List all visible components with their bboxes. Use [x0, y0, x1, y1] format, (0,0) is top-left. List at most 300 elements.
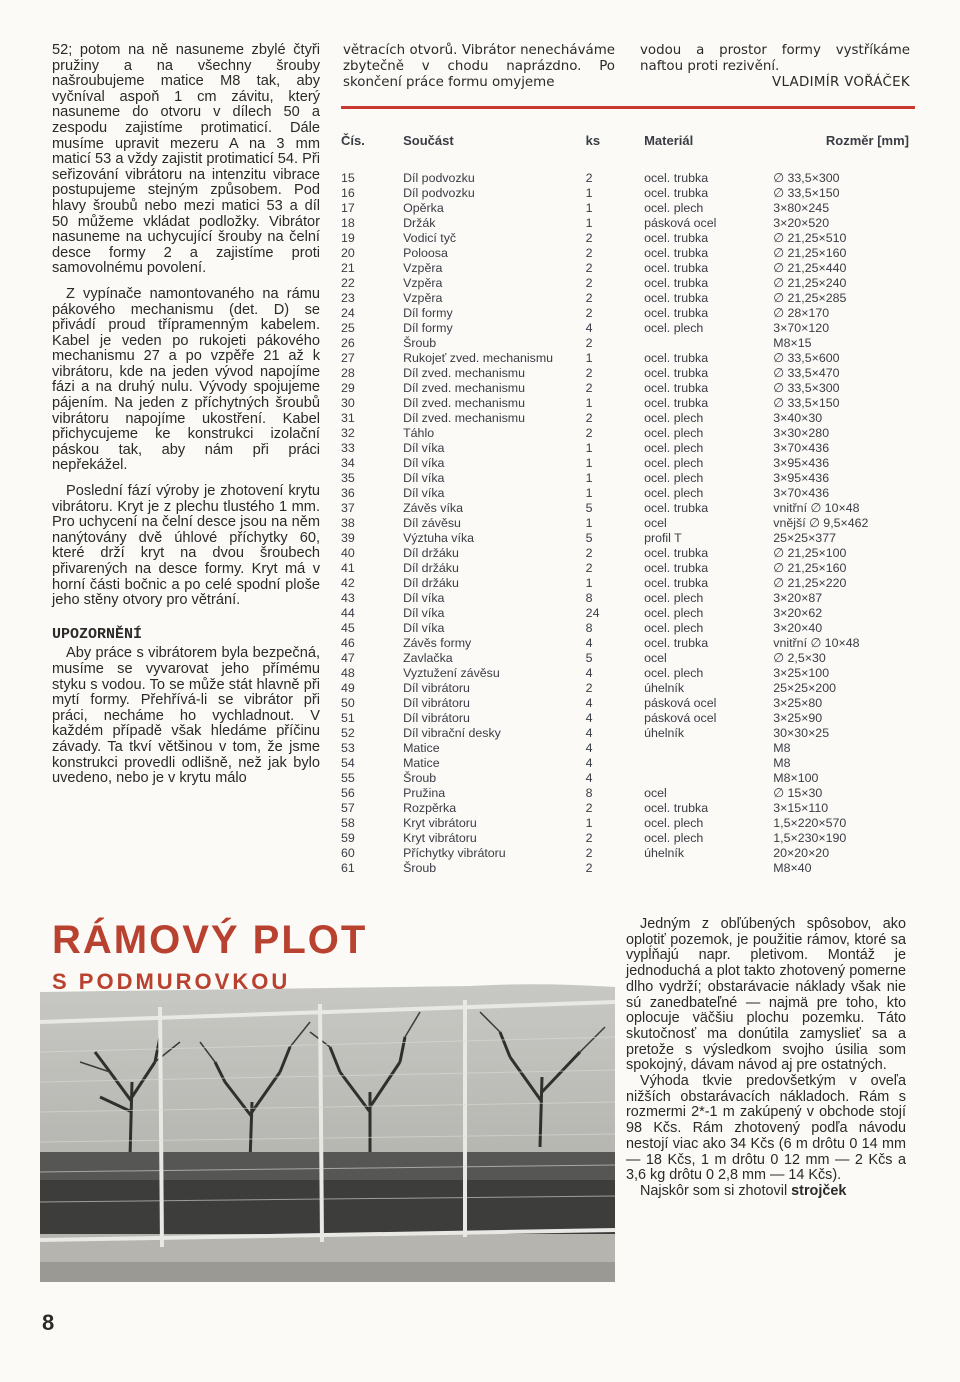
cell-number: 21	[341, 260, 355, 275]
cell-part: Rukojeť zved. mechanismu	[403, 350, 554, 365]
cell-part: Závěs víka	[403, 500, 464, 515]
cell-material	[632, 860, 773, 875]
cell-material: ocel. trubka	[644, 545, 709, 560]
cell-number: 28	[341, 365, 355, 380]
article-column-3-bottom	[626, 917, 906, 1200]
cell-material: úhelník	[644, 845, 685, 860]
cell-dimensions: 3×20×62	[773, 605, 823, 620]
cell-material: ocel. plech	[644, 200, 704, 215]
header-part: Součást	[403, 133, 454, 148]
cell-material: ocel. trubka	[644, 275, 709, 290]
cell-number: 44	[341, 605, 355, 620]
table-row	[341, 770, 915, 785]
cell-material: ocel. trubka	[644, 500, 709, 515]
cell-part: Díl držáku	[403, 545, 459, 560]
cell-material: úhelník	[644, 725, 685, 740]
cell-number: 49	[341, 680, 355, 695]
cell-dimensions: 3×30×280	[773, 425, 830, 440]
cell-dimensions: 3×20×87	[773, 590, 823, 605]
cell-material: ocel. plech	[644, 605, 704, 620]
cell-number: 47	[341, 650, 355, 665]
cell-quantity: 4	[585, 695, 593, 710]
cell-dimensions: 3×95×436	[773, 455, 830, 470]
cell-number: 55	[341, 770, 355, 785]
cell-material: ocel. plech	[644, 830, 704, 845]
cell-part: Díl podvozku	[403, 185, 475, 200]
cell-number: 33	[341, 440, 355, 455]
table-row	[341, 470, 915, 485]
cell-number: 16	[341, 185, 355, 200]
paragraph-fence-cost: Výhoda tkvie predovšetkým v oveľa nižších obstarávacích nákladoch. Rám s rozmermi 2*-1 m zakúpený v obchode stojí 98 Kčs. Rám zhotovený podľa návodu nestojí viac ako 34 Kčs (6 m drôtu 0 14 mm — 18 Kčs, 1 m drôtu 0 12 mm — 2 Kčs a 3,6 kg drôtu 0 2,8 mm — 14 Kčs).	[626, 1073, 906, 1184]
cell-dimensions: 3×25×90	[773, 710, 823, 725]
cell-material: ocel. plech	[644, 440, 704, 455]
table-row	[341, 650, 915, 665]
cell-number: 15	[341, 170, 355, 185]
cell-dimensions: 3×95×436	[773, 470, 830, 485]
cell-dimensions: ∅ 21,25×510	[773, 231, 847, 245]
cell-part: Díl závěsu	[403, 515, 461, 530]
cell-quantity: 1	[585, 470, 593, 485]
cell-part: Díl držáku	[403, 560, 459, 575]
cell-material	[632, 755, 773, 770]
cell-part: Díl podvozku	[403, 170, 475, 185]
cell-material: ocel. plech	[644, 320, 704, 335]
table-row	[341, 365, 915, 380]
cell-dimensions: M8×100	[773, 770, 819, 785]
cell-material: ocel. plech	[644, 410, 704, 425]
cell-dimensions: 3×80×245	[773, 200, 830, 215]
table-row	[341, 755, 915, 770]
cell-quantity: 4	[585, 740, 593, 755]
paragraph-fence-tool	[626, 1184, 906, 1200]
cell-material: ocel. trubka	[644, 560, 709, 575]
cell-part: Šroub	[403, 860, 437, 875]
cell-part: Díl víka	[403, 485, 445, 500]
table-row	[341, 275, 915, 290]
cell-number: 23	[341, 290, 355, 305]
cell-dimensions: 25×25×200	[773, 680, 836, 695]
cell-quantity: 2	[585, 860, 593, 875]
paragraph-vibrator-assembly: 52; potom na ně nasuneme zbylé čtyři pružiny a na všechny šrouby našroubujeme matice M8 tak, aby vyčníval aspoň 1 cm závitu, který nasuneme do otvoru v dílech 50 a zespodu zajistíme protimaticí. Dále musíme upravit mezeru A na 3 mm maticí 53 a vždy zajistit protimaticí 54. Při seřizování vibrátoru na intenzitu vibrace postupujeme stejným způsobem. Pod hlavy šroubů nebo mezi matici 53 a díl 50 můžeme vkládat podložky. Vibrátor nasuneme na uchycující šrouby na čelní desce formy 2 a zajistíme proti samovolnému povolení.	[52, 42, 320, 277]
cell-number: 20	[341, 245, 355, 260]
cell-number: 41	[341, 560, 355, 575]
cell-quantity: 2	[585, 365, 593, 380]
cell-number: 38	[341, 515, 355, 530]
cell-quantity: 1	[585, 215, 593, 230]
cell-dimensions: ∅ 33,5×300	[773, 381, 840, 395]
cell-quantity: 1	[585, 185, 593, 200]
cell-quantity: 2	[585, 335, 593, 350]
paragraph-cable-wiring: Z vypínače namontovaného na rámu pákového mechanismu (det. D) se přivádí proud třípramenným kabelem. Kabel je veden po rukojeti pákového mechanismu 27 a po vzpěře 21 až k vibrátoru, kde na jeden vývod napojíme fázi a na druhý nulu. Vývody spojujeme pájením. Na jeden z příchytných šroubů vibrátoru napojíme ukostření. Kabel přichycujeme ke konstrukci izolační páskou tak, aby nám při práci nepřekážel.	[52, 285, 320, 474]
cell-dimensions: M8	[773, 755, 791, 770]
cell-number: 19	[341, 230, 355, 245]
cell-material: ocel. trubka	[644, 365, 709, 380]
tool-text: Najskôr som si zhotovil	[640, 1182, 788, 1199]
table-row	[341, 620, 915, 635]
cell-material: úhelník	[644, 680, 685, 695]
cell-part: Díl zved. mechanismu	[403, 365, 525, 380]
cell-material: ocel. trubka	[644, 170, 709, 185]
cell-number: 40	[341, 545, 355, 560]
cell-quantity: 2	[585, 290, 593, 305]
cell-dimensions: 3×20×520	[773, 215, 830, 230]
table-row	[341, 560, 915, 575]
cell-number: 54	[341, 755, 355, 770]
cell-part: Vzpěra	[403, 290, 443, 305]
cell-part: Kryt vibrátoru	[403, 830, 477, 845]
cell-dimensions: M8×15	[773, 335, 812, 350]
cell-part: Vzpěra	[403, 275, 443, 290]
table-row	[341, 710, 915, 725]
cell-material: ocel. trubka	[644, 380, 709, 395]
cell-number: 42	[341, 575, 355, 590]
cell-number: 57	[341, 800, 355, 815]
cell-quantity: 2	[585, 680, 593, 695]
cell-part: Díl zved. mechanismu	[403, 380, 525, 395]
cell-material: ocel. trubka	[644, 575, 709, 590]
cell-part: Matice	[403, 740, 440, 755]
author-name: VLADIMÍR VOŘÁČEK	[772, 75, 910, 90]
cell-material: ocel. plech	[644, 425, 704, 440]
table-row	[341, 800, 915, 815]
cell-material: ocel. trubka	[644, 350, 709, 365]
table-row	[341, 665, 915, 680]
table-row	[341, 830, 915, 845]
cell-part: Díl víka	[403, 470, 445, 485]
cell-dimensions: ∅ 28×170	[773, 306, 830, 320]
cell-quantity: 24	[585, 605, 600, 620]
cell-dimensions: M8	[773, 740, 791, 755]
cell-number: 50	[341, 695, 355, 710]
cell-part: Táhlo	[403, 425, 435, 440]
cell-part: Díl vibrátoru	[403, 695, 470, 710]
cell-material: ocel. plech	[644, 815, 704, 830]
table-row	[341, 815, 915, 830]
cell-part: Vodicí tyč	[403, 230, 457, 245]
table-row	[341, 845, 915, 860]
table-row	[341, 500, 915, 515]
cell-dimensions: M8×40	[773, 860, 812, 875]
cell-dimensions: ∅ 33,5×600	[773, 351, 840, 365]
cell-number: 60	[341, 845, 355, 860]
cell-quantity: 8	[585, 620, 593, 635]
cell-part: Díl vibrátoru	[403, 710, 470, 725]
cell-material	[632, 335, 773, 350]
header-quantity: ks	[585, 133, 601, 148]
cell-number: 31	[341, 410, 355, 425]
cell-quantity: 1	[585, 350, 593, 365]
table-row	[341, 350, 915, 365]
table-row	[341, 395, 915, 410]
cell-part: Díl držáku	[403, 575, 459, 590]
cell-dimensions: 3×70×436	[773, 485, 830, 500]
cell-part: Závěs formy	[403, 635, 472, 650]
cell-dimensions: ∅ 2,5×30	[773, 651, 826, 665]
cell-quantity: 4	[585, 725, 593, 740]
cell-number: 39	[341, 530, 355, 545]
article-column-2-top	[343, 43, 615, 91]
cell-quantity: 4	[585, 320, 593, 335]
cell-quantity: 1	[585, 455, 593, 470]
cell-material: profil T	[644, 530, 682, 545]
cell-number: 34	[341, 455, 355, 470]
cell-dimensions: ∅ 15×30	[773, 786, 823, 800]
cell-material: ocel. plech	[644, 485, 704, 500]
cell-dimensions: ∅ 33,5×300	[773, 171, 840, 185]
cell-material	[632, 740, 773, 755]
cell-quantity: 2	[585, 170, 593, 185]
cell-part: Díl zved. mechanismu	[403, 410, 525, 425]
cell-dimensions: vnitřní ∅ 10×48	[773, 636, 860, 650]
table-row	[341, 320, 915, 335]
table-row	[341, 680, 915, 695]
table-row	[341, 200, 915, 215]
cell-quantity: 2	[585, 245, 593, 260]
table-row	[341, 530, 915, 545]
table-row	[341, 575, 915, 590]
cell-material: pásková ocel	[644, 710, 717, 725]
cell-quantity: 2	[585, 560, 593, 575]
cell-material: ocel. plech	[644, 620, 704, 635]
red-divider	[341, 106, 915, 109]
article-column-3-top	[640, 43, 910, 91]
table-row	[341, 245, 915, 260]
cell-quantity: 1	[585, 575, 593, 590]
cell-number: 30	[341, 395, 355, 410]
cell-quantity: 4	[585, 665, 593, 680]
header-dimensions: Rozměr [mm]	[825, 133, 909, 148]
cell-dimensions: 3×70×120	[773, 320, 830, 335]
cell-quantity: 2	[585, 230, 593, 245]
cell-number: 18	[341, 215, 355, 230]
table-row	[341, 410, 915, 425]
cell-dimensions: vnitřní ∅ 10×48	[773, 501, 860, 515]
cell-material: ocel	[644, 515, 667, 530]
cell-dimensions: ∅ 33,5×470	[773, 366, 840, 380]
cell-dimensions: 25×25×377	[773, 530, 836, 545]
table-row	[341, 170, 915, 185]
table-row	[341, 860, 915, 875]
table-row	[341, 380, 915, 395]
cell-quantity: 4	[585, 770, 593, 785]
table-row	[341, 590, 915, 605]
cell-material: ocel. trubka	[644, 305, 709, 320]
cell-quantity: 1	[585, 815, 593, 830]
cell-quantity: 5	[585, 650, 593, 665]
table-header-row	[341, 133, 915, 170]
cell-dimensions: ∅ 33,5×150	[773, 186, 840, 200]
cell-number: 36	[341, 485, 355, 500]
table-row	[341, 605, 915, 620]
cell-number: 58	[341, 815, 355, 830]
cell-quantity: 1	[585, 440, 593, 455]
article-column-1	[52, 43, 320, 787]
cell-material: ocel. plech	[644, 665, 704, 680]
cell-dimensions: 3×40×30	[773, 410, 823, 425]
cell-part: Díl víka	[403, 440, 445, 455]
cell-material: ocel. trubka	[644, 290, 709, 305]
cell-quantity: 2	[585, 800, 593, 815]
table-row	[341, 335, 915, 350]
cell-part: Příchytky vibrátoru	[403, 845, 506, 860]
table-row	[341, 545, 915, 560]
cell-quantity: 8	[585, 785, 593, 800]
cell-material: ocel. trubka	[644, 230, 709, 245]
table-row	[341, 425, 915, 440]
cell-material: ocel	[644, 785, 667, 800]
cell-material: ocel. plech	[644, 590, 704, 605]
cell-part: Zavlačka	[403, 650, 453, 665]
table-row	[341, 185, 915, 200]
cell-quantity: 5	[585, 530, 593, 545]
title-line-2: S PODMUROVKOU	[52, 969, 291, 994]
cell-dimensions: 3×20×40	[773, 620, 823, 635]
cell-quantity: 1	[585, 515, 593, 530]
parts-list-table	[341, 133, 915, 875]
cell-part: Vyztužení závěsu	[403, 665, 500, 680]
cell-material: ocel. trubka	[644, 800, 709, 815]
cell-quantity: 2	[585, 305, 593, 320]
cell-number: 22	[341, 275, 355, 290]
cell-number: 53	[341, 740, 355, 755]
cell-dimensions: ∅ 21,25×440	[773, 261, 847, 275]
cell-quantity: 1	[585, 395, 593, 410]
table-row	[341, 230, 915, 245]
cell-quantity: 4	[585, 710, 593, 725]
cell-dimensions: ∅ 21,25×240	[773, 276, 847, 290]
cell-part: Vzpěra	[403, 260, 443, 275]
cell-material: ocel. plech	[644, 470, 704, 485]
cell-quantity: 1	[585, 200, 593, 215]
cell-part: Díl formy	[403, 305, 453, 320]
cell-dimensions: ∅ 21,25×160	[773, 561, 847, 575]
paragraph-fence-intro: Jedným z obľúbených spôsobov, ako oplotiť pozemok, je použitie rámov, ktoré sa vypĺňajú napr. pletivom. Montáž je jednoduchá a plot takto zhotovený pomerne dlho vydrží; obstarávacie náklady však nie sú zanedbateľné — najmä pre toho, kto oplocuje väčšiu plochu pozemku. Táto skutočnosť ma donútila zamyslieť sa a pretože s výsledkom svojho úsilia som spokojný, dávam návod aj pre ostatných.	[626, 916, 906, 1074]
paragraph-cleaning: vodou a prostor formy vystříkáme naftou proti rezivění.	[640, 43, 910, 74]
table-row	[341, 440, 915, 455]
page-number: 8	[42, 1310, 55, 1335]
title-line-1: RÁMOVÝ PLOT	[52, 918, 368, 962]
table-row	[341, 515, 915, 530]
article-title	[52, 918, 367, 998]
cell-number: 52	[341, 725, 355, 740]
cell-quantity: 1	[585, 485, 593, 500]
cell-quantity: 2	[585, 410, 593, 425]
tool-bold: strojček	[791, 1182, 847, 1199]
cell-part: Opěrka	[403, 200, 444, 215]
cell-part: Díl víka	[403, 620, 445, 635]
cell-dimensions: 30×30×25	[773, 725, 830, 740]
cell-dimensions: ∅ 21,25×285	[773, 291, 847, 305]
paragraph-warning: Aby práce s vibrátorem byla bezpečná, musíme se vyvarovat jeho přímému styku s vodou. To se může stát hlavně při mytí formy. Přehřívá-li se vibrátor při práci, necháme ho vychladnout. V každém případě však hledáme příčinu závady. Ta tkví většinou v tom, že jsme konstrukci provedli odlišně, než jak bylo uvedeno, nebo je v krytu málo	[52, 645, 320, 787]
cell-number: 61	[341, 860, 355, 875]
cell-dimensions: 3×15×110	[773, 800, 829, 815]
table-row	[341, 740, 915, 755]
cell-material: pásková ocel	[644, 215, 717, 230]
cell-part: Díl víka	[403, 455, 445, 470]
cell-number: 48	[341, 665, 355, 680]
cell-part: Díl víka	[403, 590, 445, 605]
warning-heading: UPOZORNĚNÍ	[52, 625, 143, 643]
cell-material: ocel. trubka	[644, 395, 709, 410]
cell-dimensions: 3×70×436	[773, 440, 830, 455]
cell-quantity: 4	[585, 635, 593, 650]
cell-part: Kryt vibrátoru	[403, 815, 477, 830]
cell-number: 35	[341, 470, 355, 485]
header-material: Materiál	[644, 133, 694, 148]
cell-part: Poloosa	[403, 245, 448, 260]
cell-part: Šroub	[403, 770, 437, 785]
cell-dimensions: 1,5×220×570	[773, 815, 847, 830]
cell-part: Rozpěrka	[403, 800, 457, 815]
cell-dimensions: 20×20×20	[773, 845, 830, 860]
cell-quantity: 4	[585, 755, 593, 770]
header-number: Čís.	[341, 133, 365, 148]
cell-number: 56	[341, 785, 355, 800]
cell-number: 51	[341, 710, 355, 725]
cell-number: 25	[341, 320, 355, 335]
cell-dimensions: 1,5×230×190	[773, 830, 847, 845]
cell-dimensions: 3×25×100	[773, 665, 830, 680]
cell-part: Díl víka	[403, 605, 445, 620]
cell-number: 37	[341, 500, 355, 515]
table-row	[341, 305, 915, 320]
cell-quantity: 2	[585, 830, 593, 845]
paragraph-vibrator-cover: Poslední fází výroby je zhotovení krytu vibrátoru. Kryt je z plechu tlustého 1 mm. Pro uchycení na čelní desce jsou na něm nanýtovány dvě úhlové příchytky 60, které drží kryt na dvou šroubech přivarených na desce formy. Kryt má v horní části bočnic a po celé spodní ploše jeho stěny otvory pro větrání.	[52, 483, 320, 609]
cell-dimensions: ∅ 21,25×220	[773, 576, 847, 590]
cell-part: Šroub	[403, 335, 437, 350]
cell-quantity: 2	[585, 545, 593, 560]
table-row	[341, 215, 915, 230]
table-row	[341, 635, 915, 650]
cell-material: ocel. plech	[644, 455, 704, 470]
cell-quantity: 8	[585, 590, 593, 605]
table-row	[341, 695, 915, 710]
cell-part: Držák	[403, 215, 436, 230]
cell-quantity: 2	[585, 260, 593, 275]
cell-quantity: 5	[585, 500, 593, 515]
cell-number: 29	[341, 380, 355, 395]
cell-part: Výztuha víka	[403, 530, 475, 545]
table-row	[341, 725, 915, 740]
cell-number: 24	[341, 305, 355, 320]
cell-dimensions: 3×25×80	[773, 695, 823, 710]
cell-material: ocel. trubka	[644, 260, 709, 275]
cell-part: Díl zved. mechanismu	[403, 395, 525, 410]
cell-number: 17	[341, 200, 355, 215]
cell-number: 27	[341, 350, 355, 365]
cell-material: ocel. trubka	[644, 185, 709, 200]
cell-dimensions: ∅ 21,25×160	[773, 246, 847, 260]
cell-material	[632, 770, 773, 785]
cell-part: Matice	[403, 755, 440, 770]
cell-part: Díl vibrační desky	[403, 725, 501, 740]
cell-quantity: 2	[585, 425, 593, 440]
cell-number: 46	[341, 635, 355, 650]
cell-number: 43	[341, 590, 355, 605]
cell-part: Pružina	[403, 785, 446, 800]
cell-material: ocel. trubka	[644, 245, 709, 260]
cell-dimensions: ∅ 33,5×150	[773, 396, 840, 410]
cell-part: Díl vibrátoru	[403, 680, 470, 695]
paragraph-ventilation: větracích otvorů. Vibrátor nenecháváme zbytečně v chodu naprázdno. Po skončení práce formu omyjeme	[343, 43, 615, 90]
cell-quantity: 2	[585, 845, 593, 860]
cell-quantity: 2	[585, 275, 593, 290]
cell-dimensions: vnější ∅ 9,5×462	[773, 516, 869, 530]
cell-material: pásková ocel	[644, 695, 717, 710]
table-row	[341, 785, 915, 800]
cell-material: ocel. trubka	[644, 635, 709, 650]
cell-number: 59	[341, 830, 355, 845]
